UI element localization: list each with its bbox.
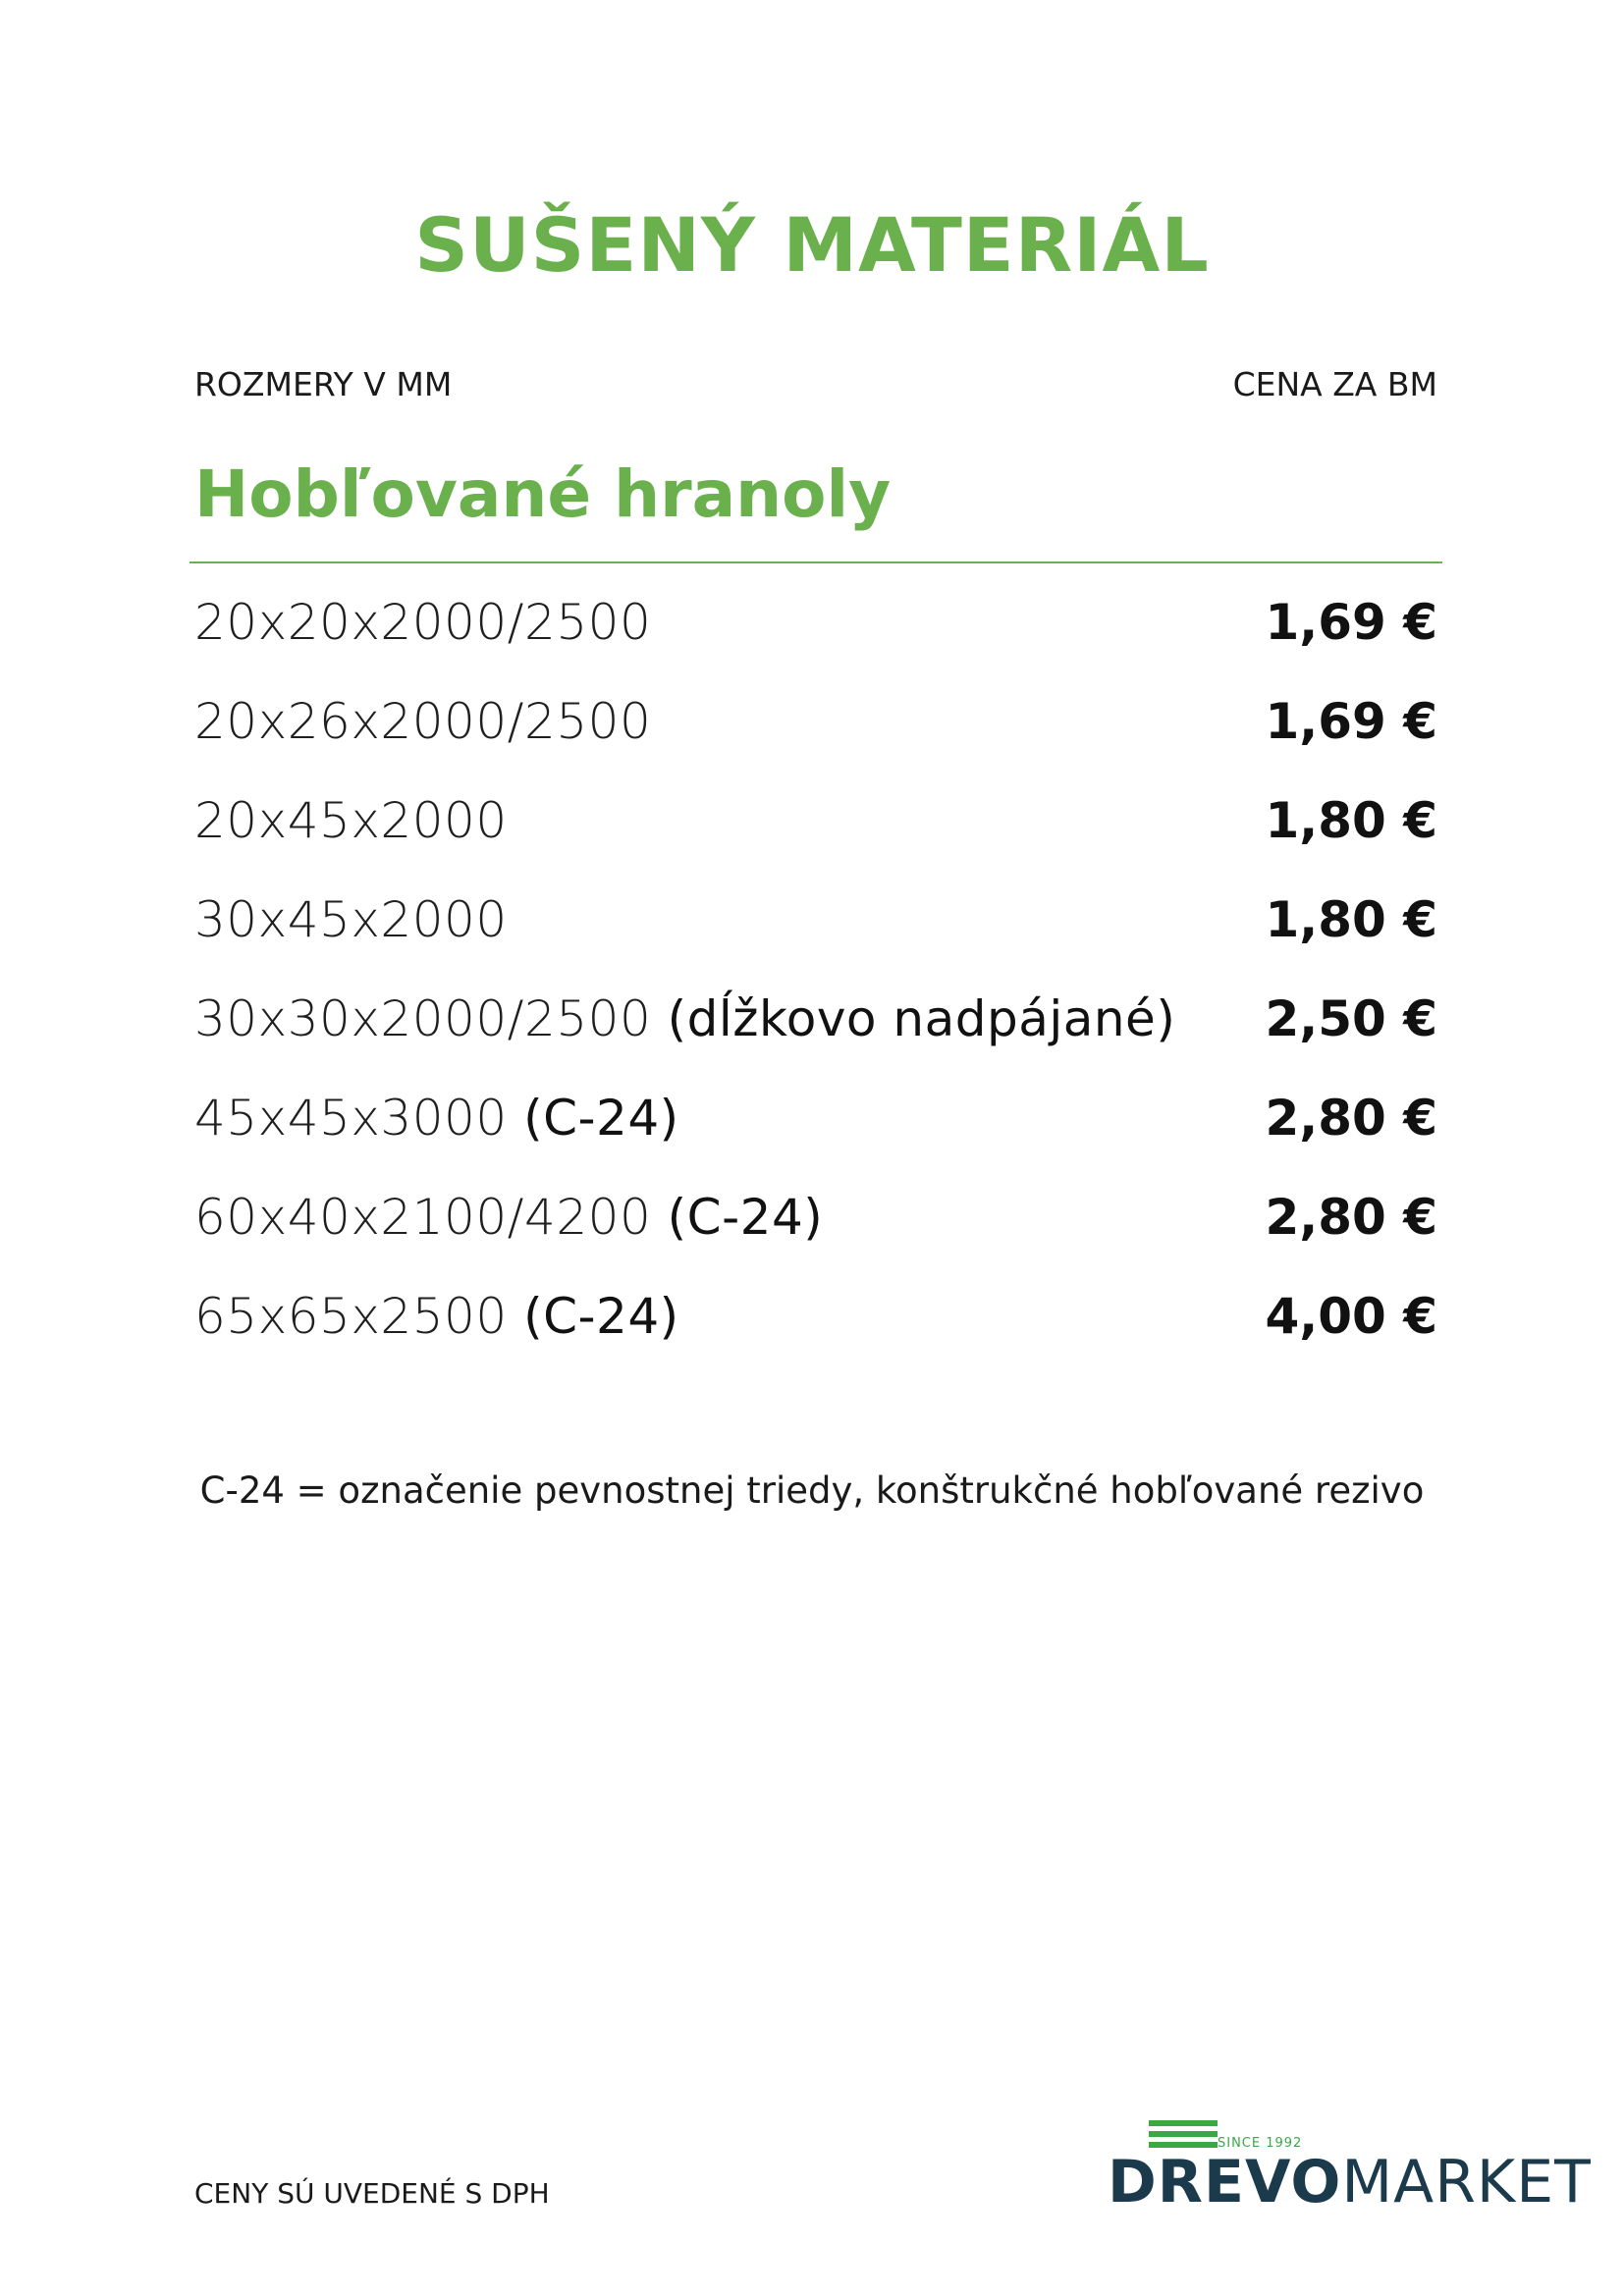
logo-since: SINCE 1992	[1218, 2136, 1303, 2151]
price-list	[194, 594, 1437, 1387]
price-row	[194, 594, 1437, 693]
dimension-cell	[194, 1090, 679, 1147]
dimension-cell	[194, 891, 508, 948]
dimension-value: 65x65x2500	[194, 1288, 508, 1345]
dimension-note: (C-24)	[523, 1090, 679, 1147]
drevomarket-logo	[1108, 2120, 1592, 2218]
logo-word-light: MARKET	[1341, 2148, 1592, 2216]
price-row	[194, 693, 1437, 792]
dimension-cell	[194, 693, 651, 750]
dimension-note: (dĺžkovo nadpájané)	[667, 990, 1176, 1047]
price-row	[194, 990, 1437, 1090]
dimension-note: (C-24)	[523, 1288, 679, 1345]
logo-wordmark	[1108, 2148, 1592, 2216]
price-value: 1,69 €	[1265, 594, 1437, 651]
dimension-cell	[194, 792, 508, 849]
dimension-cell	[194, 594, 651, 651]
price-row	[194, 792, 1437, 891]
dimension-cell	[194, 1189, 823, 1246]
dimension-cell	[194, 1288, 679, 1345]
price-value: 2,80 €	[1265, 1189, 1437, 1246]
price-value: 2,80 €	[1265, 1090, 1437, 1147]
dimension-value: 45x45x3000	[194, 1090, 508, 1147]
dimension-value: 30x45x2000	[194, 891, 508, 948]
logo-word-strong: DREVO	[1108, 2148, 1342, 2216]
footnote: C-24 = označenie pevnostnej triedy, konštrukčné hobľované rezivo	[199, 1469, 1425, 1512]
dimension-value: 20x26x2000/2500	[194, 693, 652, 750]
dimension-value: 20x20x2000/2500	[194, 594, 652, 651]
price-value: 1,80 €	[1265, 792, 1437, 849]
column-header-price: CENA ZA BM	[1232, 365, 1437, 403]
dimension-value: 20x45x2000	[194, 792, 508, 849]
price-value: 1,69 €	[1265, 693, 1437, 750]
price-row	[194, 1288, 1437, 1387]
section-title: Hobľované hranoly	[194, 456, 892, 532]
price-row	[194, 1189, 1437, 1288]
price-value: 4,00 €	[1265, 1288, 1437, 1345]
section-divider	[189, 561, 1442, 563]
dimension-cell	[194, 990, 1175, 1047]
dimension-note: (C-24)	[667, 1189, 824, 1246]
column-header-dimensions: ROZMERY V MM	[194, 365, 453, 403]
price-row	[194, 891, 1437, 990]
dimension-value: 30x30x2000/2500	[194, 990, 652, 1047]
page-title: SUŠENÝ MATERIÁL	[414, 201, 1210, 289]
price-row	[194, 1090, 1437, 1189]
price-value: 1,80 €	[1265, 891, 1437, 948]
price-value: 2,50 €	[1265, 990, 1437, 1047]
vat-note: CENY SÚ UVEDENÉ S DPH	[194, 2177, 550, 2210]
dimension-value: 60x40x2100/4200	[194, 1189, 652, 1246]
